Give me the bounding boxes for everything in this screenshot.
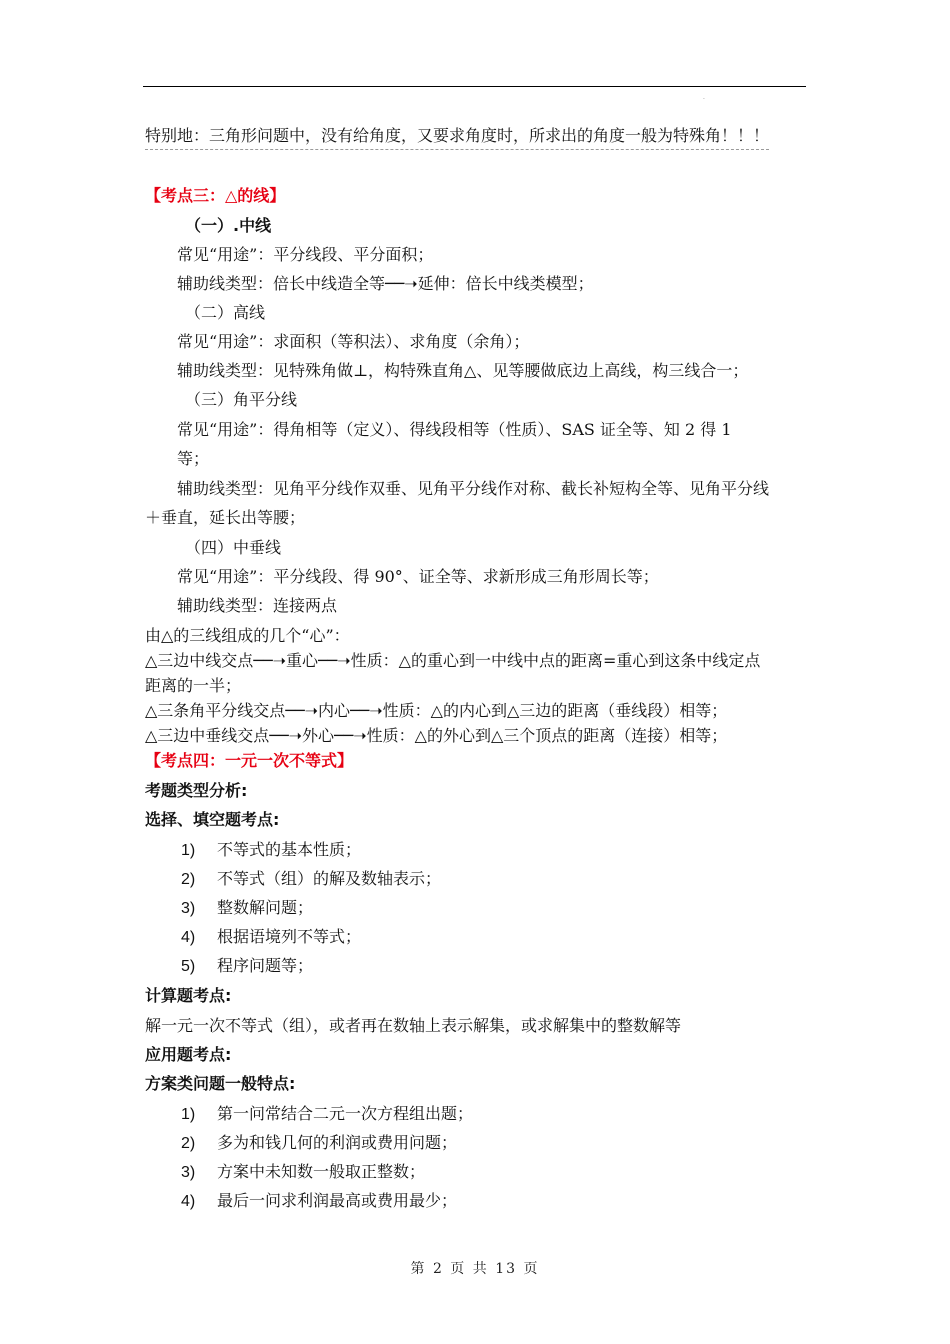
list-item-number: 4) bbox=[181, 929, 196, 946]
list-item-number: 1) bbox=[181, 842, 196, 859]
list-item bbox=[181, 954, 313, 979]
list-item-number: 2) bbox=[181, 1135, 196, 1152]
plan-heading: 方案类问题一般特点: bbox=[145, 1074, 296, 1093]
median-heading: （一）.中线 bbox=[185, 216, 272, 235]
page-footer: 第 2 页 共 13 页 bbox=[410, 1261, 540, 1277]
median-use: 常见“用途”：平分线段、平分面积； bbox=[177, 245, 434, 264]
calc-text: 解一元一次不等式（组），或者再在数轴上表示解集，或求解集中的整数解等 bbox=[145, 1016, 682, 1035]
bisector-aux-line2: ＋垂直，延长出等腰； bbox=[145, 508, 306, 527]
list-item-number: 3) bbox=[181, 1164, 196, 1181]
list-item-number: 5) bbox=[181, 958, 196, 975]
list-item bbox=[181, 1189, 457, 1214]
special-angle-note: 特别地：三角形问题中，没有给角度，又要求角度时，所求出的角度一般为特殊角！！！ bbox=[145, 124, 769, 150]
calc-heading: 计算题考点: bbox=[145, 986, 232, 1005]
list-item bbox=[181, 1160, 425, 1185]
altitude-aux: 辅助线类型：见特殊角做⊥，构特殊直角△、见等腰做底边上高线，构三线合一； bbox=[177, 361, 749, 380]
choice-heading: 选择、填空题考点: bbox=[145, 810, 280, 829]
list-item bbox=[181, 896, 313, 921]
header-dot: · bbox=[703, 96, 705, 103]
list-item-text: 不等式（组）的解及数轴表示； bbox=[217, 869, 442, 888]
analysis-heading: 考题类型分析: bbox=[145, 781, 248, 800]
list-item-text: 整数解问题； bbox=[217, 898, 314, 917]
list-item bbox=[181, 925, 361, 950]
list-item-number: 4) bbox=[181, 1193, 196, 1210]
centers-intro: 由△的三线组成的几个“心”： bbox=[145, 626, 350, 645]
bisector-aux-line1: 辅助线类型：见角平分线作双垂、见角平分线作对称、截长补短构全等、见角平分线 bbox=[177, 479, 770, 498]
header-rule bbox=[143, 86, 806, 87]
list-item-text: 方案中未知数一般取正整数； bbox=[217, 1162, 426, 1181]
circumcenter-line: △三边中垂线交点──➝外心──➝性质：△的外心到△三个顶点的距离（连接）相等； bbox=[145, 726, 728, 745]
altitude-use: 常见“用途”：求面积（等积法）、求角度（余角）； bbox=[177, 332, 530, 351]
list-item-number: 2) bbox=[181, 871, 196, 888]
perp-bisector-heading: （四）中垂线 bbox=[185, 538, 282, 557]
centroid-line1: △三边中线交点──➝重心──➝性质：△的重心到一中线中点的距离=重心到这条中线定点 bbox=[145, 651, 761, 670]
app-heading: 应用题考点: bbox=[145, 1045, 232, 1064]
perp-bisector-aux: 辅助线类型：连接两点 bbox=[177, 596, 338, 615]
centroid-line2: 距离的一半； bbox=[145, 676, 242, 695]
perp-bisector-use: 常见“用途”：平分线段、得 90°、证全等、求新形成三角形周长等； bbox=[177, 567, 659, 586]
list-item bbox=[181, 1102, 473, 1127]
list-item-number: 3) bbox=[181, 900, 196, 917]
section3-title: 【考点三：△的线】 bbox=[145, 186, 286, 205]
section4-title: 【考点四：一元一次不等式】 bbox=[145, 751, 354, 770]
list-item-text: 多为和钱几何的利润或费用问题； bbox=[217, 1133, 458, 1152]
list-item-number: 1) bbox=[181, 1106, 196, 1123]
altitude-heading: （二）高线 bbox=[185, 303, 266, 322]
list-item-text: 程序问题等； bbox=[217, 956, 314, 975]
list-item-text: 不等式的基本性质； bbox=[217, 840, 362, 859]
list-item-text: 根据语境列不等式； bbox=[217, 927, 362, 946]
bisector-use-line1: 常见“用途”：得角相等（定义）、得线段相等（性质）、SAS 证全等、知 2 得 1 bbox=[177, 420, 732, 439]
list-item bbox=[181, 838, 361, 863]
list-item bbox=[181, 867, 441, 892]
list-item-text: 最后一问求利润最高或费用最少； bbox=[217, 1191, 458, 1210]
incenter-line: △三条角平分线交点──➝内心──➝性质：△的内心到△三边的距离（垂线段）相等； bbox=[145, 701, 728, 720]
bisector-use-line2: 等； bbox=[177, 449, 210, 468]
list-item-text: 第一问常结合二元一次方程组出题； bbox=[217, 1104, 474, 1123]
bisector-heading: （三）角平分线 bbox=[185, 390, 298, 409]
median-aux: 辅助线类型：倍长中线造全等──➝延伸：倍长中线类模型； bbox=[177, 274, 594, 293]
list-item bbox=[181, 1131, 457, 1156]
